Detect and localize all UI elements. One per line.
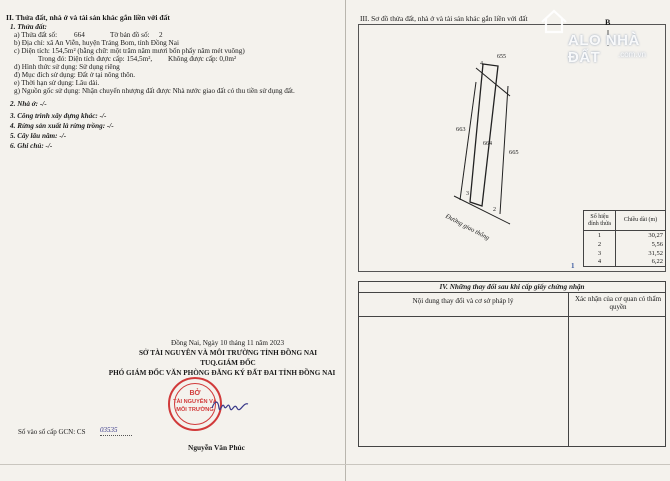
area-not-granted: Không được cấp: 0,0m² xyxy=(168,55,237,63)
bottom-divider xyxy=(0,464,670,465)
dims-length-2: 5,56 xyxy=(616,240,666,249)
usage-purpose: đ) Mục đích sử dụng: Đất ở tại nông thôn. xyxy=(14,71,136,79)
dims-header-length: Chiều dài (m) xyxy=(616,211,666,231)
corner-3: 3 xyxy=(466,191,469,197)
area-line: c) Diện tích: 154,5m² (bằng chữ: một trăm năm mươi bốn phẩy năm mét vuông) xyxy=(14,47,245,55)
address-line: b) Địa chỉ: xã An Viễn, huyện Trảng Bom, tỉnh Đồng Nai xyxy=(14,39,179,47)
boundary-right-outer xyxy=(500,86,508,214)
usage-origin: g) Nguồn gốc sử dụng: Nhận chuyển nhượng đất được Nhà nước giao đất có thu tiền sử dụng đất. xyxy=(14,87,295,95)
dims-vertex-1: 1 xyxy=(584,231,616,240)
issuer-org: SỞ TÀI NGUYÊN VÀ MÔI TRƯỜNG TỈNH ĐỒNG NAI xyxy=(138,349,318,357)
s4-forest: 4. Rừng sản xuất là rừng trồng: -/- xyxy=(10,122,114,130)
stamp-line-2: TÀI NGUYÊN VÀ xyxy=(173,399,217,405)
s3-other-works: 3. Công trình xây dựng khác: -/- xyxy=(10,112,107,120)
dims-table xyxy=(583,210,666,267)
issuer-title: PHÓ GIÁM ĐỐC VĂN PHÒNG ĐĂNG KÝ ĐẤT ĐAI TỈNH ĐỒNG NAI xyxy=(108,369,336,377)
stamp-line-3: MÔI TRƯỜNG xyxy=(176,407,214,413)
stamp-line-1: BỞ xyxy=(189,390,201,397)
dims-length-3: 31,52 xyxy=(616,249,666,258)
neighbor-top: 655 xyxy=(497,54,506,60)
sheet-label: Tờ bản đồ số: xyxy=(110,31,150,39)
issuer-authority: TUQ.GIÁM ĐỐC xyxy=(200,359,256,367)
dims-length-4: 6,22 xyxy=(616,258,666,267)
sheet-number: 2 xyxy=(159,31,163,39)
usage-term: e) Thời hạn sử dụng: Lâu dài. xyxy=(14,79,100,87)
corner-2: 2 xyxy=(493,207,496,213)
watermark-brand: ALO NHÀ ĐẤT xyxy=(568,32,640,66)
north-label: B xyxy=(605,18,611,27)
corner-1: 1 xyxy=(571,262,575,270)
watermark-domain: .com.vn xyxy=(618,50,647,59)
s1-title: 1. Thửa đất: xyxy=(10,23,47,31)
area-granted: Trong đó: Diện tích được cấp: 154,5m², xyxy=(38,55,153,63)
parcel-polygon xyxy=(470,64,498,206)
usage-form: d) Hình thức sử dụng: Sử dụng riêng xyxy=(14,63,120,71)
road-label: Đường giao thông xyxy=(444,212,491,242)
entry-label: Số vào sổ cấp GCN: CS xyxy=(18,428,86,436)
signature xyxy=(210,394,250,418)
section2-title: II. Thửa đất, nhà ở và tài sản khác gắn liền với đất xyxy=(6,13,170,22)
neighbor-right: 665 xyxy=(509,149,519,156)
signer-name: Nguyễn Văn Phúc xyxy=(188,443,245,452)
parcel-label: 664 xyxy=(483,141,492,147)
s5-trees: 5. Cây lâu năm: -/- xyxy=(10,132,67,140)
parcel-number-label: a) Thửa đất số: xyxy=(14,31,58,39)
page-divider xyxy=(345,0,346,481)
parcel-number: 664 xyxy=(74,31,85,39)
house-logo-icon xyxy=(540,8,568,34)
dims-vertex-4: 4 xyxy=(584,258,616,267)
boundary-left-outer xyxy=(460,82,476,200)
col-confirm-header: Xác nhận của cơ quan có thẩm quyền xyxy=(574,295,662,311)
dims-header-vertex: Số hiệu đỉnh thửa xyxy=(584,211,616,231)
dims-vertex-3: 3 xyxy=(584,249,616,258)
corner-4: 4 xyxy=(480,61,483,67)
dims-length-1: 30,27 xyxy=(616,231,666,240)
section4-title: IV. Những thay đổi sau khi cấp giấy chứng nhận xyxy=(439,283,585,291)
entry-number: 03535 xyxy=(100,426,132,436)
col-change-header: Nội dung thay đổi và cơ sở pháp lý xyxy=(412,297,514,305)
dims-vertex-2: 2 xyxy=(584,240,616,249)
s2-house: 2. Nhà ở: -/- xyxy=(10,100,47,108)
neighbor-left: 663 xyxy=(456,126,466,133)
s6-notes: 6. Ghi chú: -/- xyxy=(10,142,53,150)
issue-date: Đồng Nai, Ngày 10 tháng 11 năm 2023 xyxy=(171,339,285,347)
section3-title: III. Sơ đồ thửa đất, nhà ở và tài sản khác gắn liền với đất xyxy=(360,14,528,23)
